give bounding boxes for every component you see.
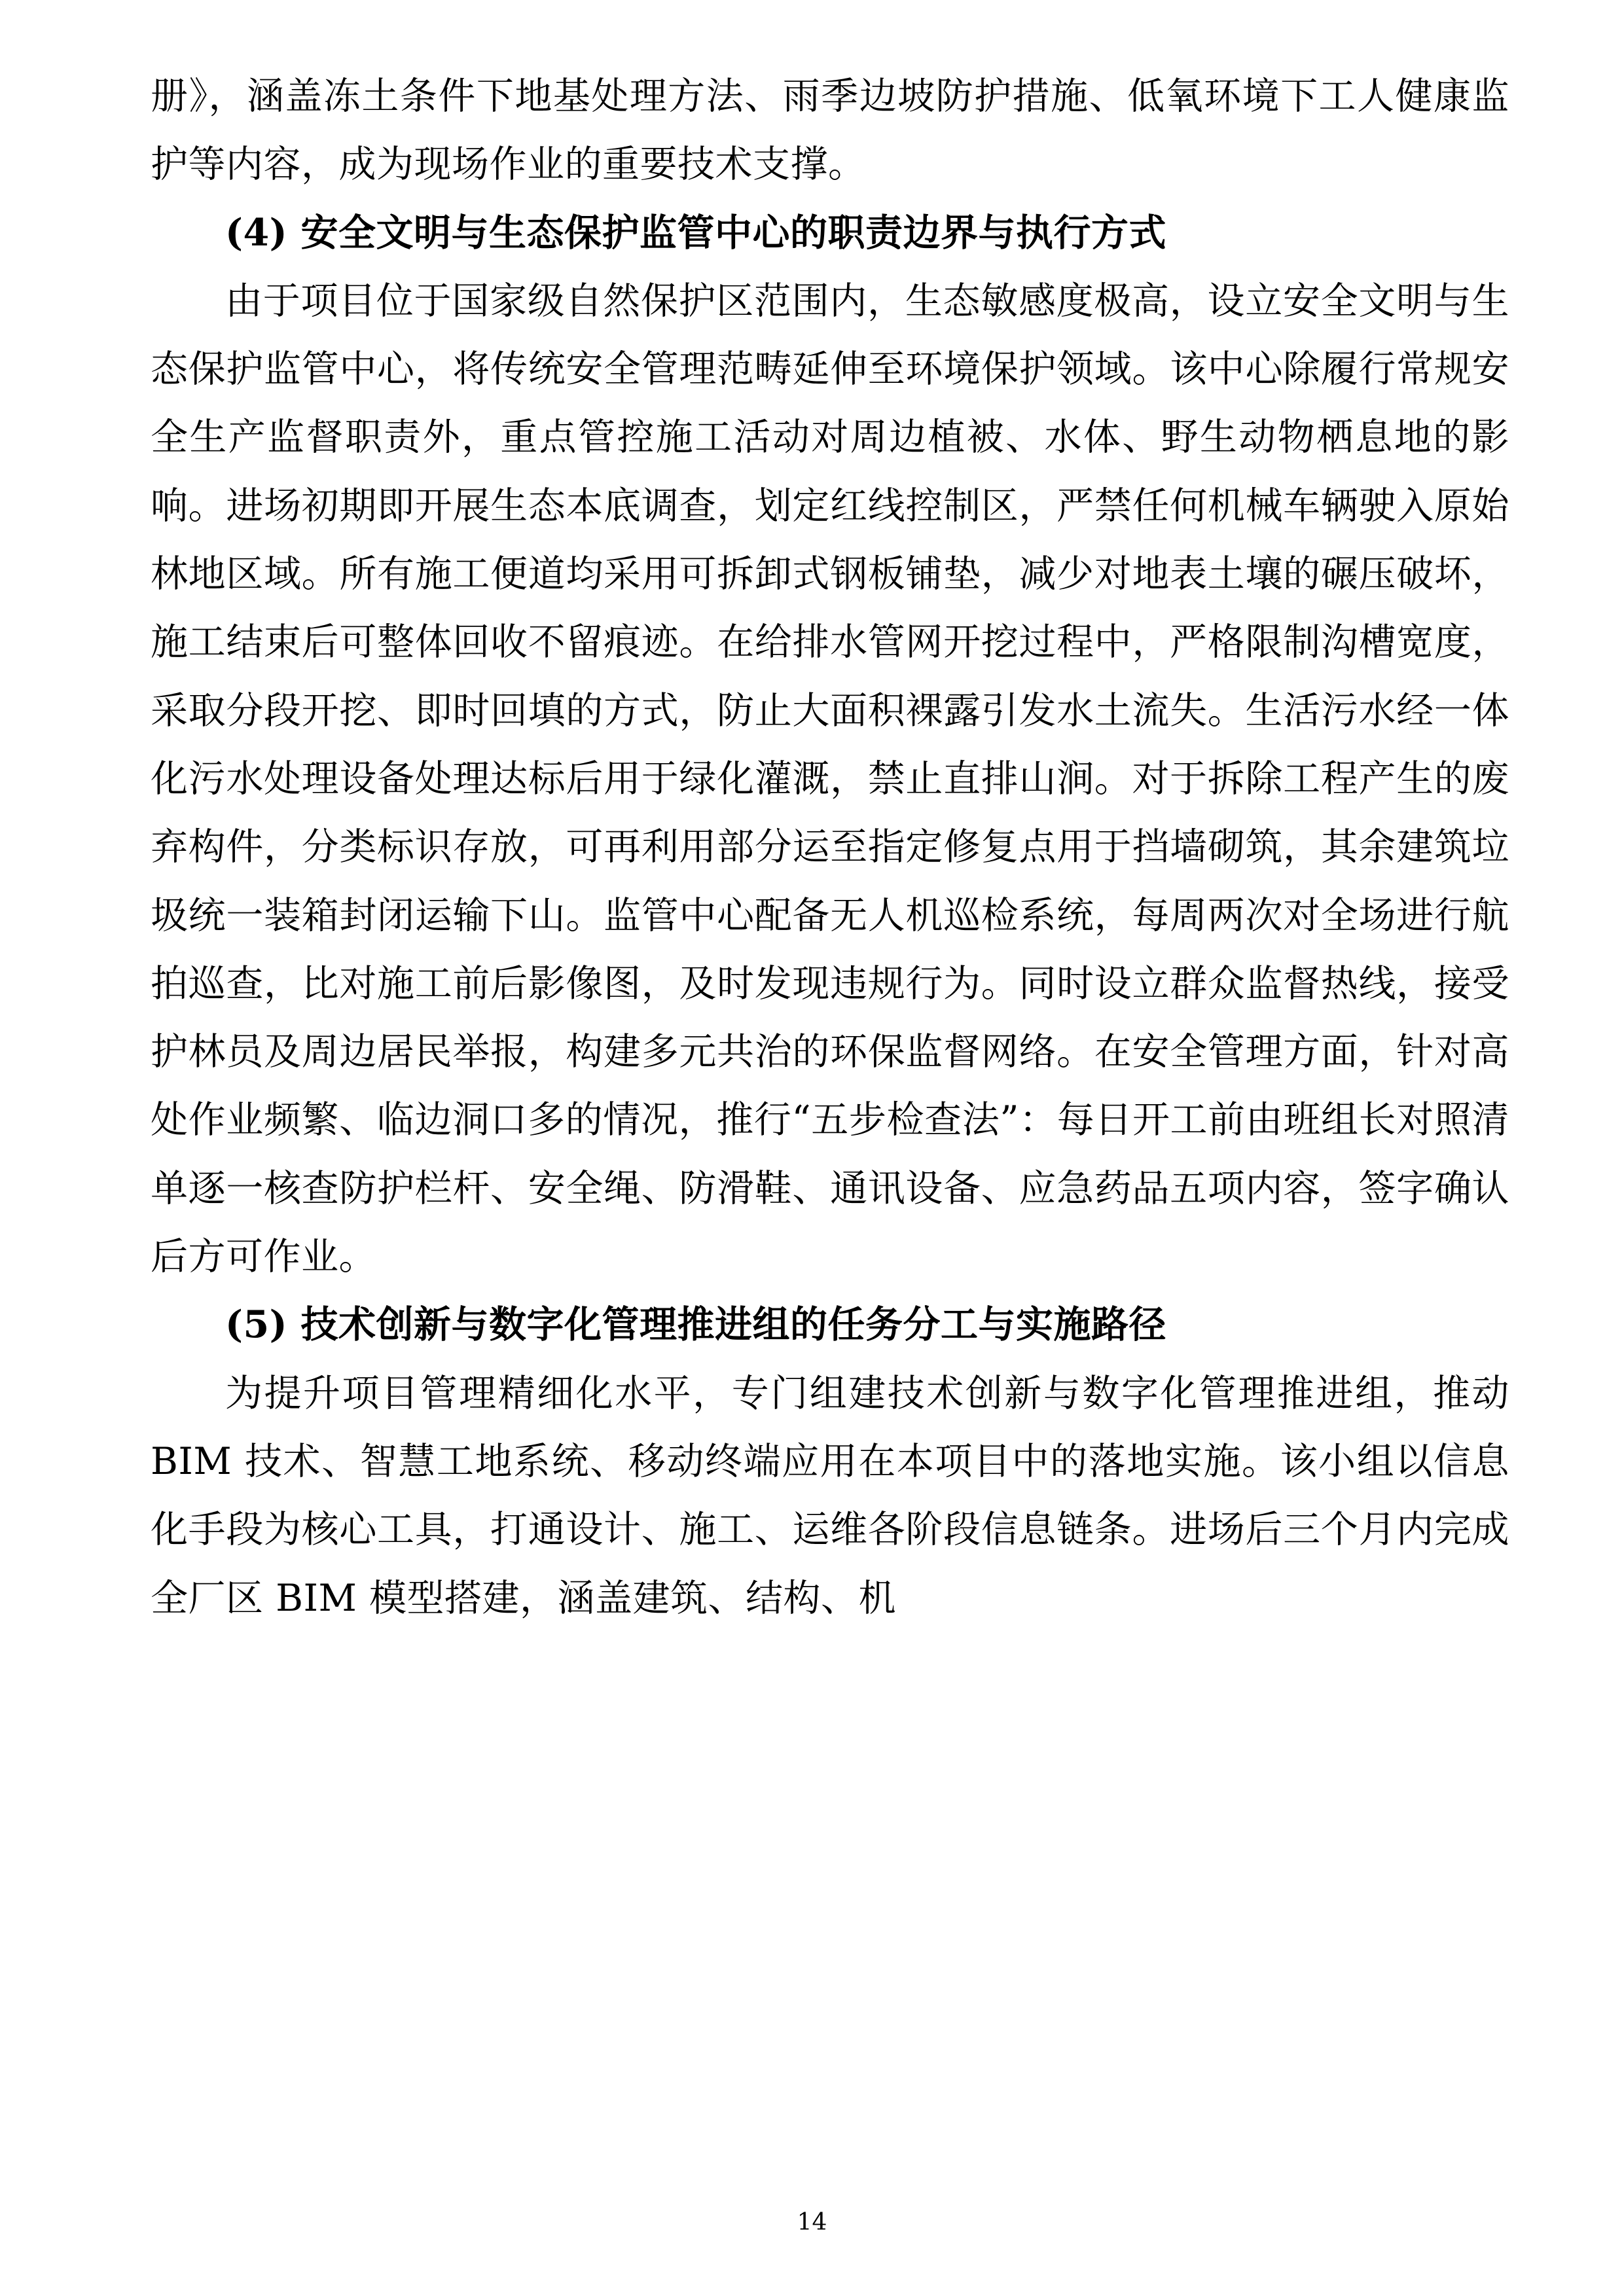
paragraph-heading-5: (5) 技术创新与数字化管理推进组的任务分工与实施路径 [225,1302,1166,1347]
paragraph-body-4: 由于项目位于国家级自然保护区范围内，生态敏感度极高，设立安全文明与生态保护监管中心，将传统安全管理范畴延伸至环境保护领域。该中心除履行常规安全生产监督职责外，重点管控施工活动对周边植被、水体、野生动物栖息地的影响。进场初期即开展生态本底调查，划定红线控制区，严禁任何机械车辆驶入原始林地区域。所有施工便道均采用可拆卸式钢板铺垫，减少对地表土壤的碾压破坏，施工结束后可整体回收不留痕迹。在给排水管网开挖过程中，严格限制沟槽宽度，采取分段开挖、即时回填的方式，防止大面积裸露引发水土流失。生活污水经一体化污水处理设备处理达标后用于绿化灌溉，禁止直排山涧。对于拆除工程产生的废弃构件，分类标识存放，可再利用部分运至指定修复点用于挡墙砌筑，其余建筑垃圾统一装箱封闭运输下山。监管中心配备无人机巡检系统，每周两次对全场进行航拍巡查，比对施工前后影像图，及时发现违规行为。同时设立群众监督热线，接受护林员及周边居民举报，构建多元共治的环保监督网络。在安全管理方面，针对高处作业频繁、临边洞口多的情况，推行“五步检查法”：每日开工前由班组长对照清单逐一核查防护栏杆、安全绳、防滑鞋、通讯设备、应急药品五项内容，签字确认后方可作业。 [151,279,1509,1279]
paragraph-continuation: 册》，涵盖冻土条件下地基处理方法、雨季边坡防护措施、低氧环境下工人健康监护等内容，成为现场作业的重要技术支撑。 [151,75,1509,187]
paragraph-heading-4: (4) 安全文明与生态保护监管中心的职责边界与执行方式 [225,210,1166,255]
page-number: 14 [797,2209,827,2236]
document-body [151,62,1509,1632]
paragraph-body-5: 为提升项目管理精细化水平，专门组建技术创新与数字化管理推进组，推动 BIM 技术、智慧工地系统、移动终端应用在本项目中的落地实施。该小组以信息化手段为核心工具，打通设计、施工、运维各阶段信息链条。进场后三个月内完成全厂区 BIM 模型搭建，涵盖建筑、结构、机 [151,1371,1509,1620]
